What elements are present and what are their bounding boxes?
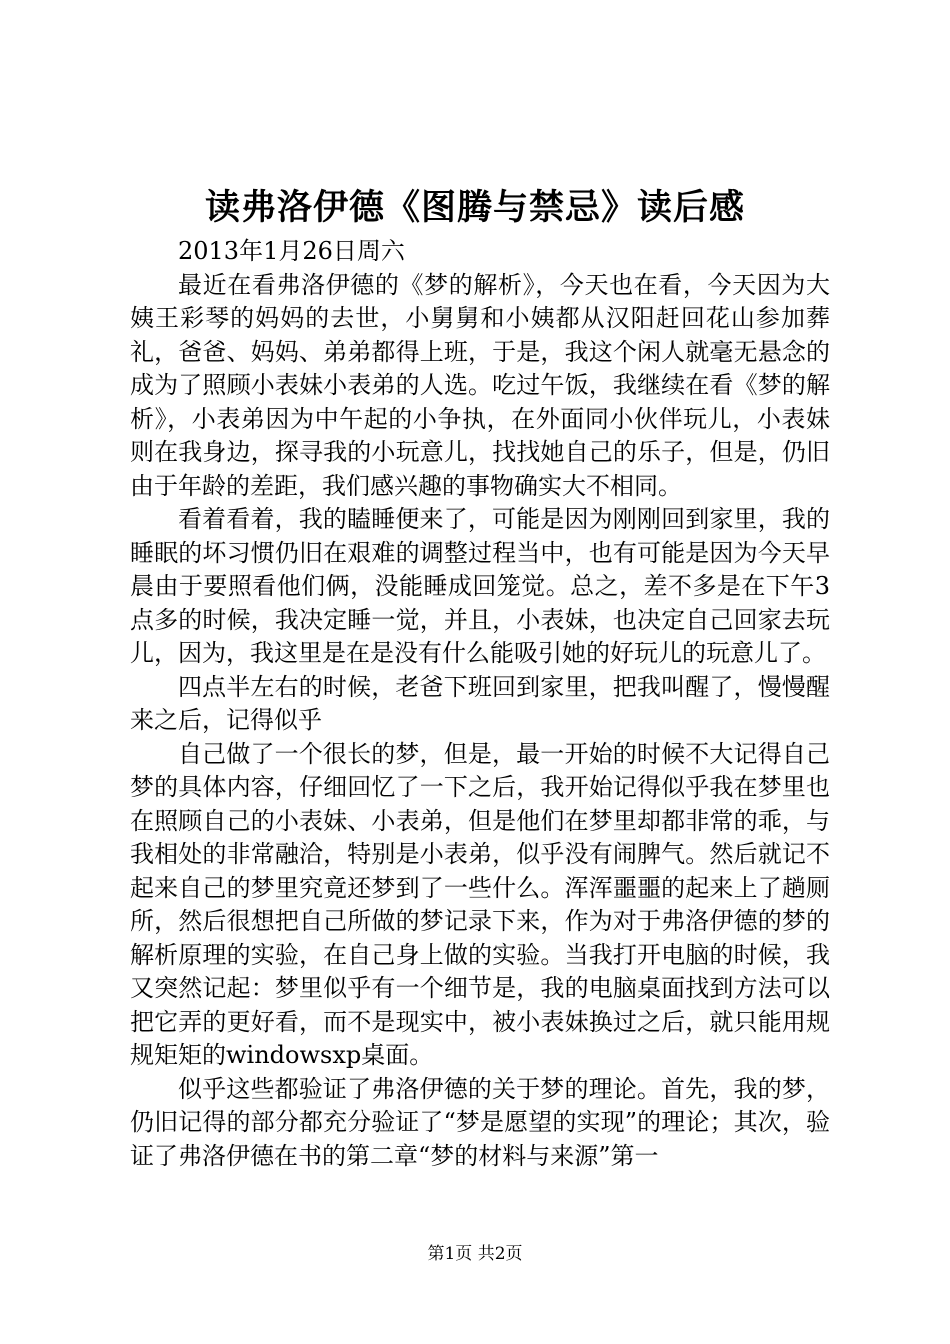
body-paragraph: 自己做了一个很长的梦，但是，最一开始的时候不大记得自己梦的具体内容，仔细回忆了一下之后，我开始记得似乎我在梦里也在照顾自己的小表妹、小表弟，但是他们在梦里却都非常的乖，与我相处的非常融洽，特别是小表弟，似乎没有闹脾气。然后就记不起来自己的梦里究竟还梦到了一些什么。浑浑噩噩的起来上了趟厕所，然后很想把自己所做的梦记录下来，作为对于弗洛伊德的梦的解析原理的实验，在自己身上做的实验。当我打开电脑的时候，我又突然记起：梦里似乎有一个细节是，我的电脑桌面找到方法可以把它弄的更好看，而不是现实中，被小表妹换过之后，就只能用规规矩矩的windowsxp桌面。 — [130, 739, 830, 1069]
body-paragraph: 似乎这些都验证了弗洛伊德的关于梦的理论。首先，我的梦，仍旧记得的部分都充分验证了“梦是愿望的实现”的理论；其次，验证了弗洛伊德在书的第二章“梦的材料与来源”第一 — [130, 1074, 830, 1170]
date-line: 2013年1月26日周六 — [178, 237, 405, 265]
document-title: 读弗洛伊德《图腾与禁忌》读后感 — [204, 187, 745, 228]
page-footer: 第1页 共2页 — [427, 1244, 523, 1264]
body-paragraph: 看着看着，我的瞌睡便来了，可能是因为刚刚回到家里，我的睡眠的坏习惯仍旧在艰难的调整过程当中，也有可能是因为今天早晨由于要照看他们俩，没能睡成回笼觉。总之，差不多是在下午3点多的时候，我决定睡一觉，并且，小表妹，也决定自己回家去玩儿，因为，我这里是在是没有什么能吸引她的好玩儿的玩意儿了。 — [130, 505, 830, 667]
document-body — [130, 235, 830, 1173]
body-paragraph: 最近在看弗洛伊德的《梦的解析》，今天也在看，今天因为大姨王彩琴的妈妈的去世，小舅舅和小姨都从汉阳赶回花山参加葬礼，爸爸、妈妈、弟弟都得上班，于是，我这个闲人就毫无悬念的成为了照顾小表妹小表弟的人选。吃过午饭，我继续在看《梦的解析》，小表弟因为中午起的小争执，在外面同小伙伴玩儿，小表妹则在我身边，探寻我的小玩意儿，找找她自己的乐子，但是，仍旧由于年龄的差距，我们感兴趣的事物确实大不相同。 — [130, 270, 830, 500]
body-paragraph: 四点半左右的时候，老爸下班回到家里，把我叫醒了，慢慢醒来之后，记得似乎 — [130, 672, 830, 734]
